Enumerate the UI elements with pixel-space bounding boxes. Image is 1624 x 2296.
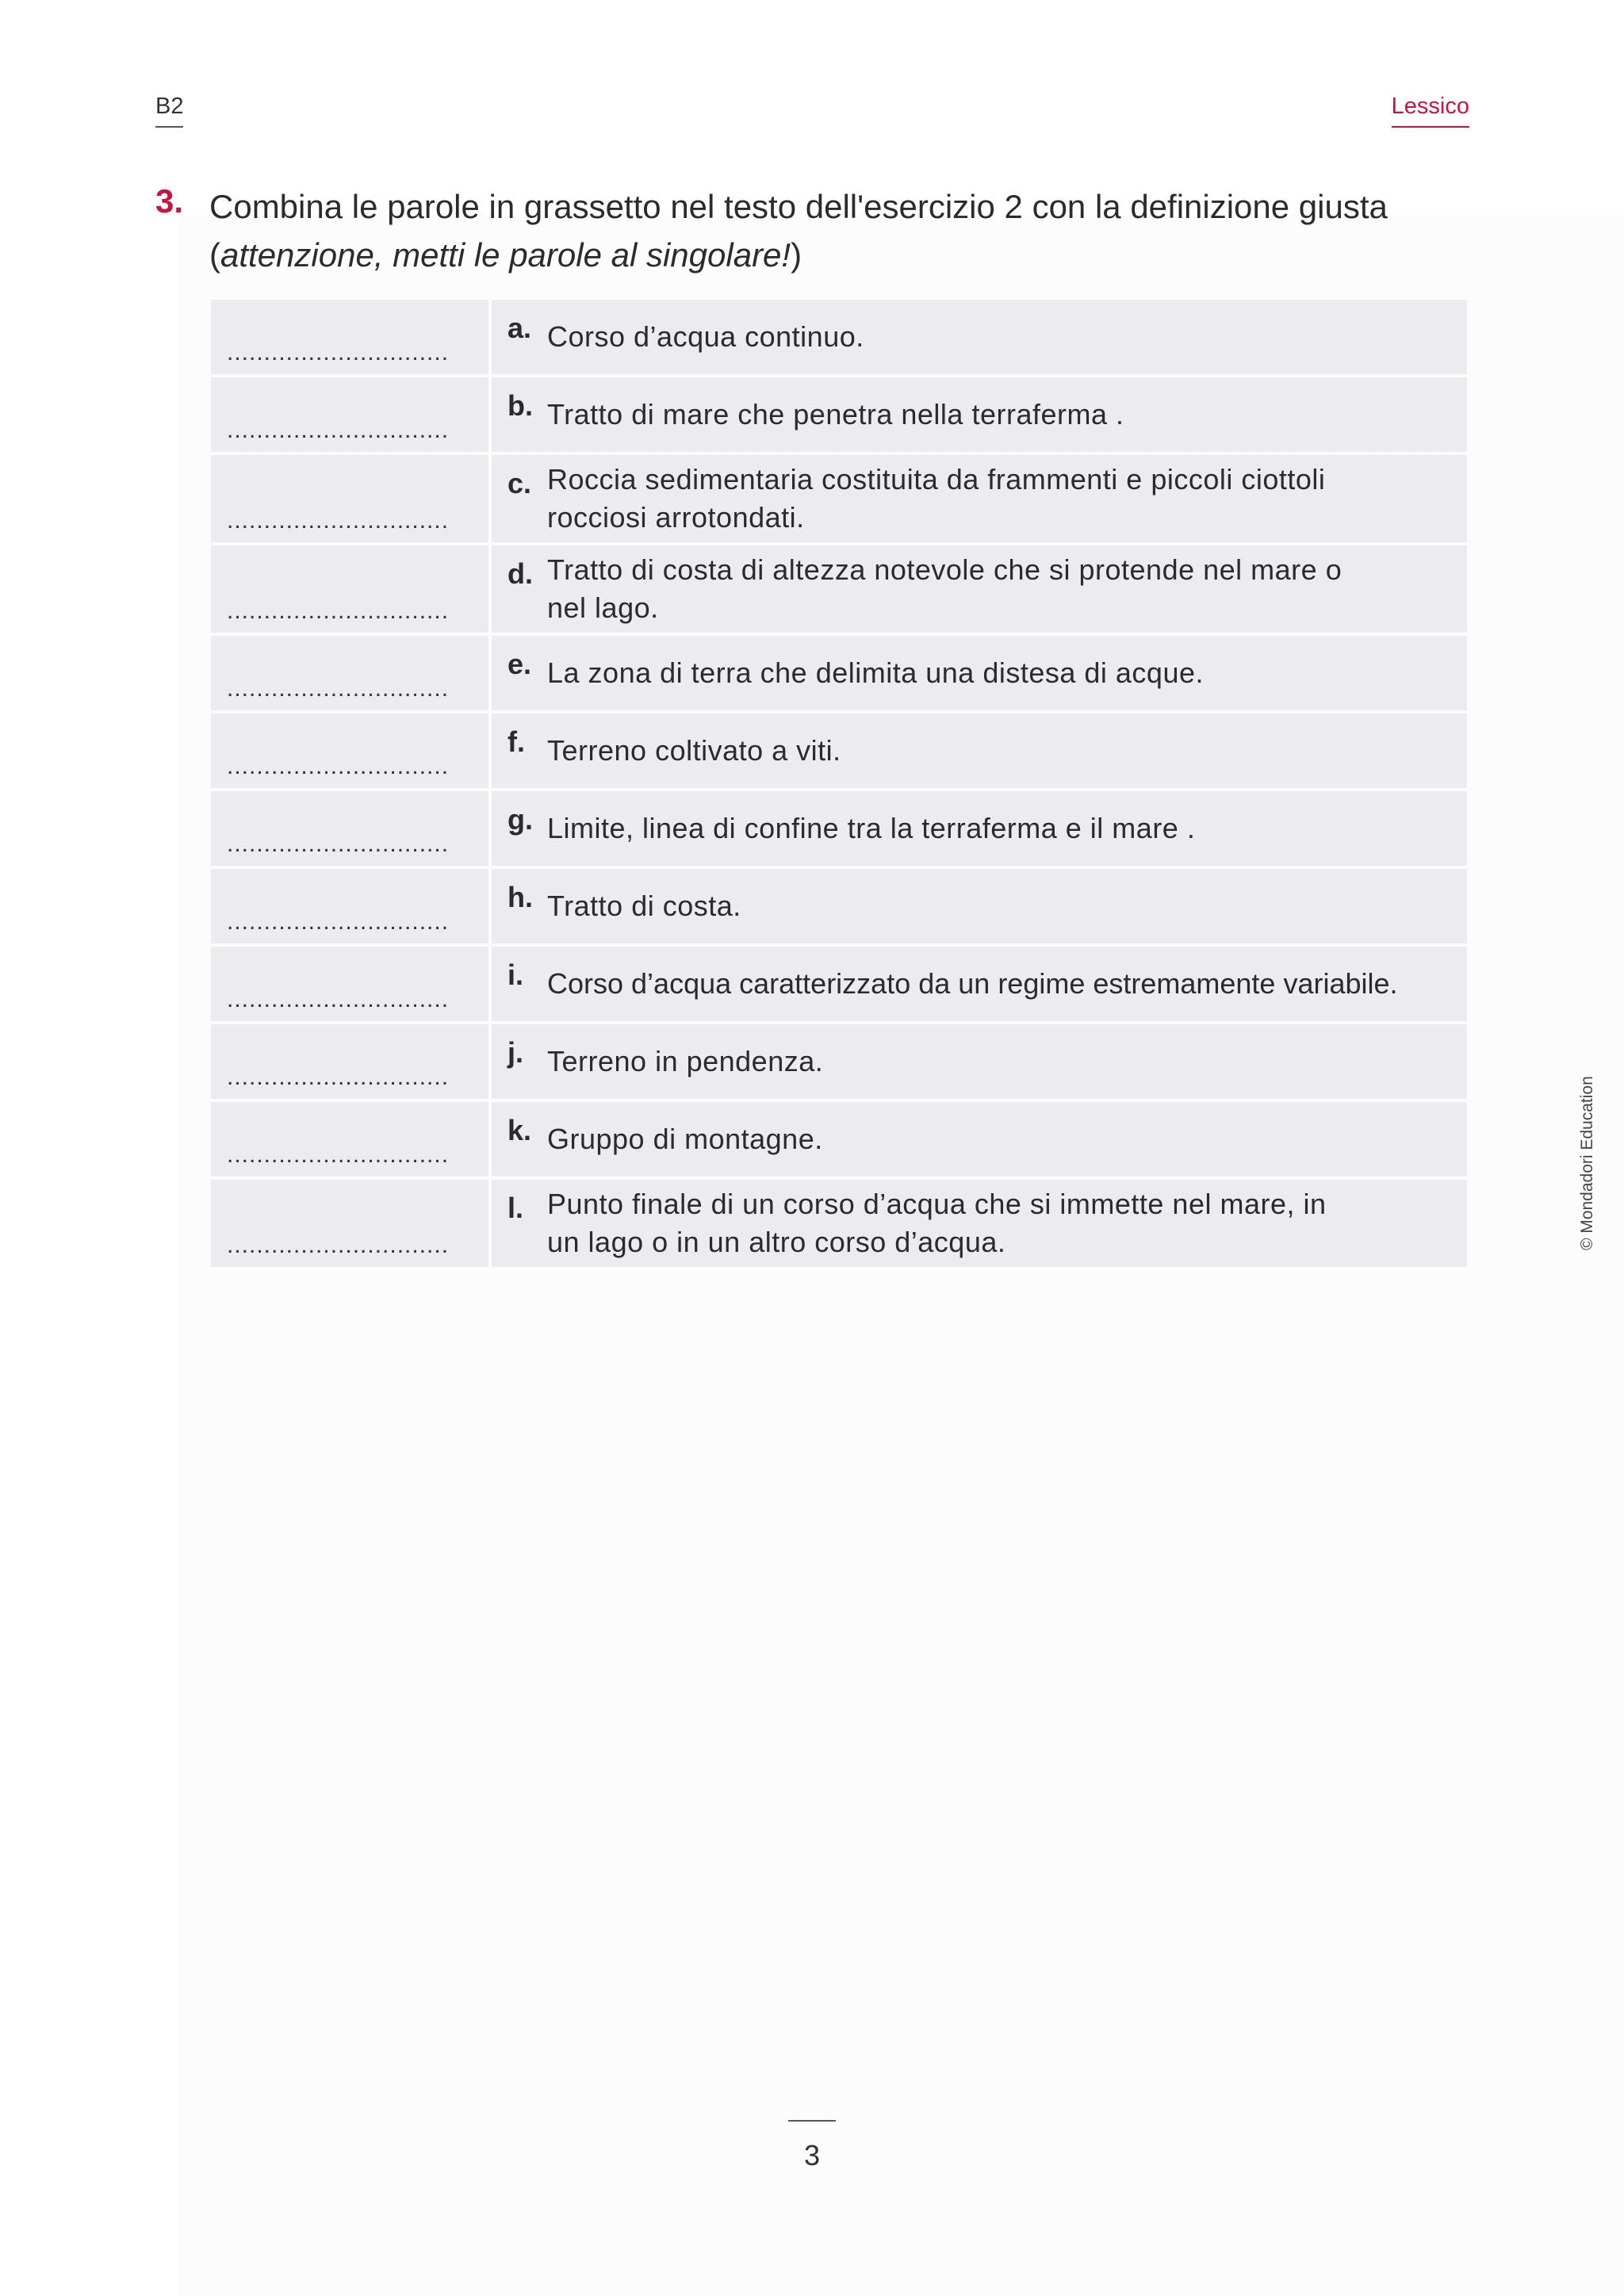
answer-blank[interactable]: ..............................	[211, 791, 488, 866]
definition-cell	[492, 545, 1467, 633]
definition-text: Corso d’acqua continuo.	[547, 320, 864, 353]
definition-text: Terreno coltivato a viti.	[547, 734, 841, 767]
definition-cell	[492, 455, 1467, 542]
definition-letter: g.	[508, 803, 533, 836]
definition-text: La zona di terra che delimita una distesa di acque.	[547, 656, 1204, 689]
page-number-rule	[788, 2120, 836, 2122]
definition-cell	[492, 377, 1467, 452]
definition-letter: d.	[508, 557, 533, 590]
definition-cell	[492, 1024, 1467, 1099]
table-row	[211, 300, 1467, 374]
table-row	[211, 545, 1467, 633]
answer-blank[interactable]: ..............................	[211, 714, 488, 788]
definition-text: Punto finale di un corso d’acqua che si immette nel mare, in un lago o in un altro corso d’acqua.	[547, 1188, 1327, 1258]
definition-text: Tratto di costa di altezza notevole che si protende nel mare o nel lago.	[547, 553, 1342, 624]
definition-letter: a.	[508, 312, 532, 344]
definition-text: Tratto di costa.	[547, 890, 741, 922]
definition-letter: f.	[508, 725, 525, 758]
definition-letter: h.	[508, 881, 533, 913]
definition-cell	[492, 636, 1467, 710]
table-row	[211, 455, 1467, 542]
instruction-text: Combina le parole in grassetto nel testo dell'esercizio 2 con la definizione giusta	[209, 188, 1388, 225]
answer-blank[interactable]: ..............................	[211, 1024, 488, 1099]
answer-blank[interactable]: ..............................	[211, 869, 488, 943]
definition-text: Terreno in pendenza.	[547, 1045, 824, 1077]
definition-text: Corso d’acqua caratterizzato da un regime estremamente variabile.	[547, 967, 1398, 1000]
definition-letter: b.	[508, 389, 533, 422]
answer-blank[interactable]: ..............................	[211, 300, 488, 374]
definition-text: Tratto di mare che penetra nella terraferma .	[547, 398, 1124, 430]
table-row	[211, 1024, 1467, 1099]
definition-letter: i.	[508, 959, 524, 991]
definition-letter: j.	[508, 1036, 524, 1069]
answer-blank[interactable]: ..............................	[211, 947, 488, 1021]
level-label: B2	[155, 94, 183, 128]
definition-cell	[492, 947, 1467, 1021]
definition-cell	[492, 1102, 1467, 1177]
definition-cell	[492, 1180, 1467, 1267]
matching-table	[211, 300, 1467, 1270]
answer-blank[interactable]: ..............................	[211, 636, 488, 710]
note-close: )	[791, 236, 802, 274]
note-italic: attenzione, metti le parole al singolare!	[220, 236, 791, 274]
definition-letter: c.	[508, 467, 532, 499]
note-open: (	[209, 236, 220, 274]
definition-text: Gruppo di montagne.	[547, 1123, 823, 1155]
table-row	[211, 377, 1467, 452]
table-row	[211, 714, 1467, 788]
definition-cell	[492, 300, 1467, 374]
answer-blank[interactable]: ..............................	[211, 455, 488, 542]
section-label: Lessico	[1392, 94, 1469, 128]
answer-blank[interactable]: ..............................	[211, 545, 488, 633]
table-row	[211, 791, 1467, 866]
answer-blank[interactable]: ..............................	[211, 377, 488, 452]
table-row	[211, 947, 1467, 1021]
table-row	[211, 1180, 1467, 1267]
definition-cell	[492, 791, 1467, 866]
definition-letter: e.	[508, 648, 532, 680]
definition-text: Limite, linea di confine tra la terraferma e il mare .	[547, 812, 1196, 844]
answer-blank[interactable]: ..............................	[211, 1180, 488, 1267]
exercise-number: 3.	[155, 182, 184, 220]
answer-blank[interactable]: ..............................	[211, 1102, 488, 1177]
table-row	[211, 636, 1467, 710]
copyright-notice: © Mondadori Education	[1578, 1076, 1596, 1250]
definition-cell	[492, 869, 1467, 943]
exercise-instruction	[209, 182, 1478, 279]
page-number: 3	[803, 2139, 821, 2172]
definition-letter: l.	[508, 1192, 524, 1224]
definition-text: Roccia sedimentaria costituita da frammenti e piccoli ciottoli rocciosi arrotondati.	[547, 463, 1326, 534]
definition-letter: k.	[508, 1114, 532, 1146]
definition-cell	[492, 714, 1467, 788]
table-row	[211, 869, 1467, 943]
table-row	[211, 1102, 1467, 1177]
